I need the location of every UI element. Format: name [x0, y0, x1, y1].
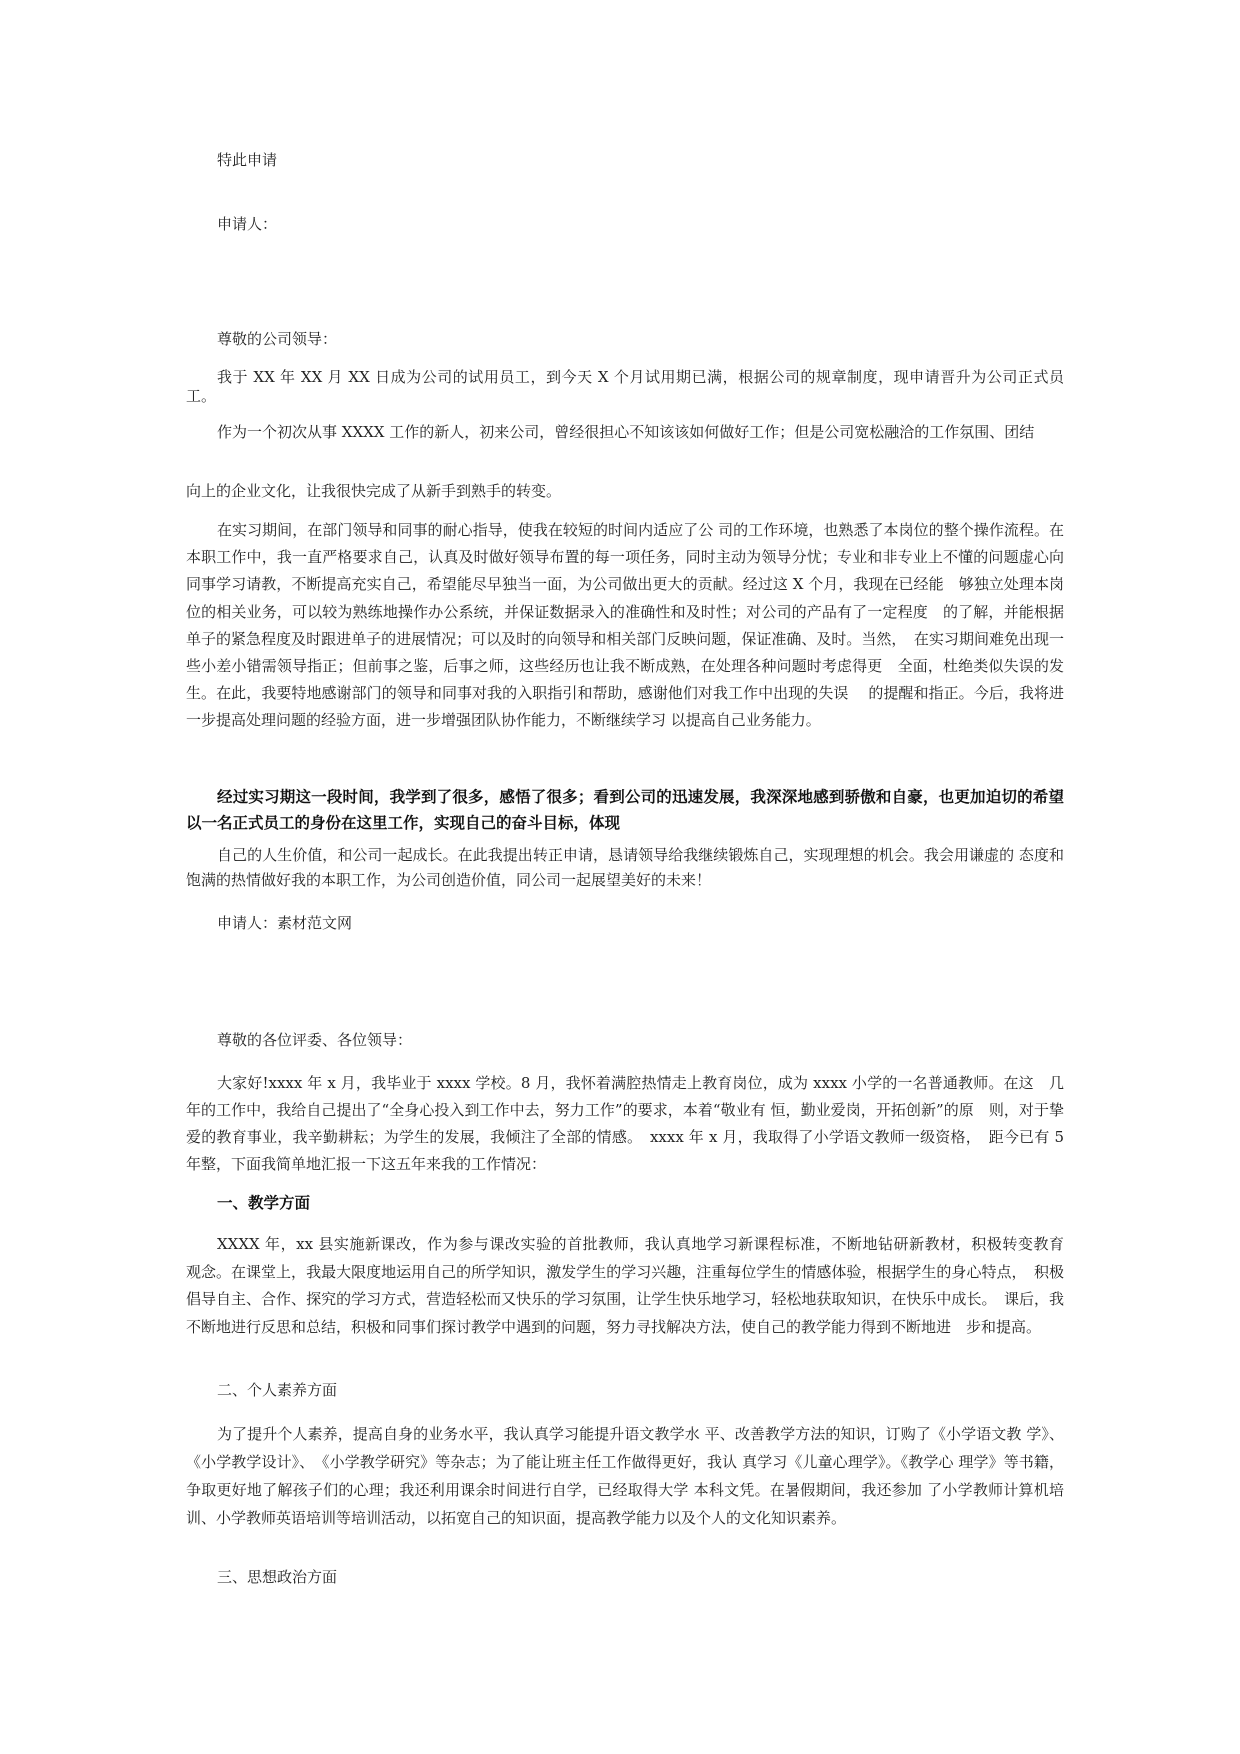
paragraph-teaching: XXXX 年，xx 县实施新课改，作为参与课改实验的首批教师，我认真地学习新课程标准，不断地钻研新教材，积极转变教育 观念。在课堂上，我最大限度地运用自己的所学知识，激发学生的学习兴趣，注重每位学生的情感体验，根据学生的身心特点， 积极倡导自主、合作、探究的学习方式，营造轻松而又快乐的学习氛围，让学生快乐地学习，轻松地获取知识，在快乐中成长。 课后，我不断地进行反思和总结，积极和同事们探讨教学中遇到的问题，努力寻找解决方法，使自己的教学能力得到不断地进 步和提高。	[186, 1235, 1080, 1336]
salutation-judges: 尊敬的各位评委、各位领导：	[217, 1031, 413, 1049]
paragraph-intro: 我于 XX 年 XX 月 XX 日成为公司的试用员工，到今天 X 个月试用期已满，根据公司的规章制度，现申请晋升为公司正式员工。	[186, 368, 1064, 405]
section-title-teaching: 一、教学方面	[217, 1194, 311, 1212]
salutation-company: 尊敬的公司领导：	[217, 330, 338, 348]
paragraph-newcomer: 作为一个初次从事 XXXX 工作的新人，初来公司，曾经很担心不知该该如何做好工作；但是公司宽松融洽的工作氛围、团结	[217, 423, 1035, 441]
section-title-personal: 二、个人素养方面	[217, 1381, 338, 1399]
signature: 申请人：素材范文网	[217, 914, 353, 932]
section-title-political: 三、思想政治方面	[217, 1568, 338, 1586]
paragraph-life-value: 自己的人生价值，和公司一起成长。在此我提出转正申请，恳请领导给我继续锻炼自己，实现理想的机会。我会用谦虚的 态度和饱满的热情做好我的本职工作，为公司创造价值，同公司一起展望美好的未来！	[186, 846, 1064, 889]
paragraph-teacher-intro: 大家好!xxxx 年 x 月，我毕业于 xxxx 学校。8 月，我怀着满腔热情走上教育岗位，成为 xxxx 小学的一名普通教师。在这 几年的工作中，我给自己提出了“全身心投入到工作中去，努力工作”的要求，本着“敬业有 恒，勤业爱岗，开拓创新”的原 则，对于挚爱的教育事业，我辛勤耕耘；为学生的发展，我倾注了全部的情感。 xxxx 年 x 月，我取得了小学语文教师一级资格， 距今已有 5 年整，下面我简单地汇报一下这五年来我的工作情况：	[186, 1074, 1064, 1173]
paragraph-newcomer-continued: 向上的企业文化，让我很快完成了从新手到熟手的转变。	[186, 482, 562, 500]
paragraph-internship: 在实习期间，在部门领导和同事的耐心指导，使我在较短的时间内适应了公 司的工作环境，也熟悉了本岗位的整个操作流程。在本职工作中，我一直严格要求自己，认真及时做好领导布置的每一项任务，同时主动为领导分忧；专业和非专业上不懂的问题虚心向同事学习请教，不断提高充实自己，希望能尽早独当一面，为公司做出更大的贡献。经过这 X 个月，我现在已经能 够独立处理本岗位的相关业务，可以较为熟练地操作办公系统，并保证数据录入的准确性和及时性；对公司的产品有了一定程度 的了解，并能根据单子的紧急程度及时跟进单子的进展情况；可以及时的向领导和相关部门反映问题，保证准确、及时。当然， 在实习期间难免出现一些小差小错需领导指正；但前事之鉴，后事之师，这些经历也让我不断成熟，在处理各种问题时考虑得更 全面，杜绝类似失误的发生。在此，我要特地感谢部门的领导和同事对我的入职指引和帮助，感谢他们对我工作中出现的失误 的提醒和指正。今后，我将进一步提高处理问题的经验方面，进一步增强团队协作能力，不断继续学习 以提高自己业务能力。	[186, 521, 1064, 730]
applicant-label: 申请人：	[217, 215, 278, 233]
paragraph-growth-bold: 经过实习期这一段时间，我学到了很多，感悟了很多；看到公司的迅速发展，我深深地感到骄傲和自豪，也更加迫切的希望 以一名正式员工的身份在这里工作，实现自己的奋斗目标，体现	[186, 788, 1064, 832]
paragraph-personal: 为了提升个人素养，提高自身的业务水平，我认真学习能提升语文教学水 平、改善教学方法的知识，订购了《小学语文教 学》、《小学教学设计》、 《小学教学研究》等杂志；为了能让班主任工作做得更好，我认 真学习《儿童心理学》。《教学心 理学》等书籍，争取更好地了解孩子们的心理；我还利用课余时间进行自学，已经取得大学 本科文凭。在暑假期间，我还参加 了小学教师计算机培训、小学教师英语培训等培训活动，以拓宽自己的知识面，提高教学能力以及个人的文化知识素养。	[186, 1425, 1064, 1527]
closing-text: 特此申请	[217, 151, 278, 169]
